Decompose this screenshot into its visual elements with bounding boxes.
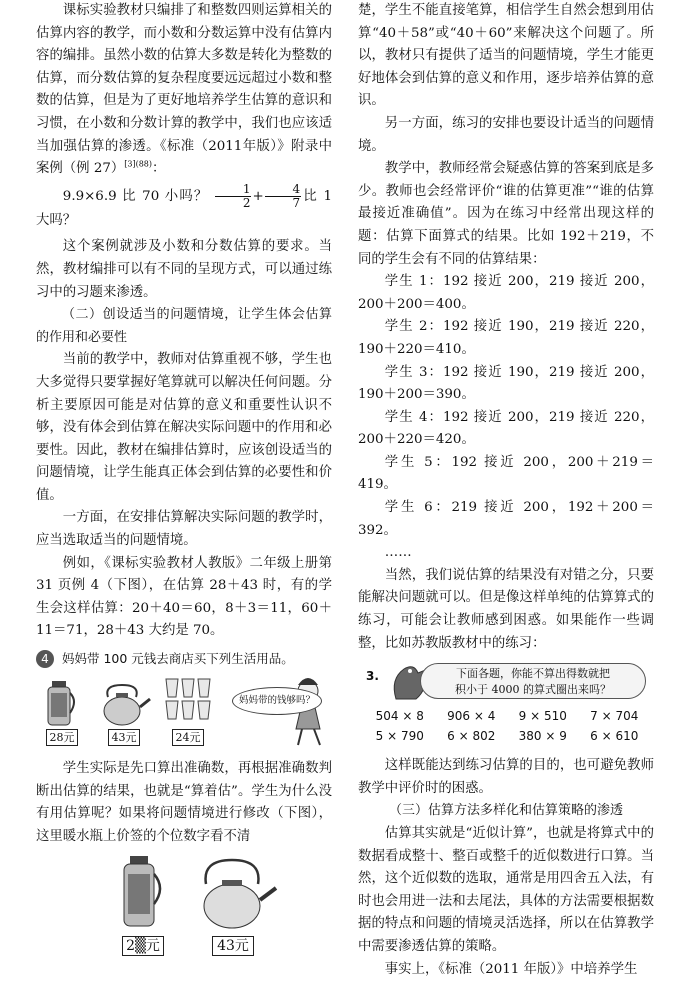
right-paragraph-1: 楚，学生不能直接笔算，相信学生自然会想到用估算“40＋58”或“40＋60”来解决这个问题了。所以，教材只有提供了适当的问题情境，学生才能更好地体会到估算的意义和作用，逐步培养估算的意识。 [358,3,654,109]
exercise-grid [364,707,650,745]
fraction-one-half: $\frac{1}{2}$ [215,183,251,210]
price-tag-kettle: 43元 [212,936,254,956]
fraction-four-sevenths: $\frac{4}{7}$ [265,183,301,210]
right-paragraph-2: 另一方面，练习的安排也要设计适当的问题情境。 [358,115,654,154]
exercise-item: 5 × 790 [375,729,424,744]
speech-bubble: 妈妈带的钱够吗？ [232,687,322,715]
section-heading-2: （二）创设适当的问题情境，让学生体会估算的作用和必要性 [36,307,332,345]
exercise-item: 6 × 610 [590,729,639,744]
left-paragraph-3: 当前的教学中，教师对估算重视不够，学生也大多觉得只要掌握好笔算就可以解决任何问题。分析主要原因可能是对估算的意义和重要性认识不够，没有体会到估算在解决实际问题中的作用和必要性。因此，教材在编排估算时，应该创设适当的问题情境，让学生能真正体会到估算的必要性和价值。 [36,352,332,503]
exercise-item: 906 × 4 [447,709,496,724]
left-paragraph-4: 一方面，在安排估算解决实际问题的教学时，应当选取适当的问题情境。 [36,510,332,549]
thermos-icon [124,856,160,926]
exercise-item: 6 × 802 [447,729,496,744]
exercise-figure [358,659,654,749]
student-2: 学生 2：192 接近 190，219 接近 220，190＋220＝410。 [358,319,654,357]
student-6: 学生 6：219 接近 200，192＋200＝392。 [358,500,654,538]
left-column [36,0,332,964]
section-heading-3: （三）估算方法多样化和估算策略的渗透 [388,803,623,819]
price-tag-thermos-blurred: 2▒元 [122,936,164,956]
exercise-item: 7 × 704 [590,709,639,724]
ellipsis: …… [384,545,412,561]
price-tag-cups: 24元 [172,729,204,746]
student-5: 学生 5：192 接近 200，200＋219＝419。 [358,454,654,493]
exercise-item: 9 × 510 [518,709,567,724]
thermos-icon [48,681,74,725]
shopping-figure [36,649,332,754]
exercise-number: 3. [366,669,379,684]
left-paragraph-2: 这个案例就涉及小数和分数估算的要求。当然，教材编排可以有不同的呈现方式，可以通过练习中的习题来渗透。 [36,239,332,300]
citation-superscript: [3](88) [124,159,153,169]
student-3: 学生 3：192 接近 190，219 接近 200，190＋200＝390。 [358,364,654,403]
example-badge: 4 [36,650,54,668]
price-tag-kettle: 43元 [108,729,140,746]
kettle-icon [104,685,150,725]
left-paragraph-5: 例如，《课标实验教材人教版》二年级上册第 31 页例 4（下图），在估算 28＋43 时，有的学生会这样估算：20＋40＝60，8＋3＝11，60＋11＝71，28＋43 大约是 70。 [36,555,332,639]
exercise-item: 380 × 9 [518,729,567,744]
student-1: 学生 1：192 接近 200，219 接近 200，200＋200＝400。 [358,274,654,312]
kettle-icon [204,860,276,928]
right-paragraph-5: 这样既能达到练习估算的目的，也可避免教师教学中评价时的困惑。 [358,758,654,796]
cups-icon [166,679,210,719]
student-4: 学生 4：192 接近 200，219 接近 220，200＋220＝420。 [358,409,654,448]
exercise-item: 504 × 8 [375,709,424,724]
right-paragraph-6: 估算其实就是“近似计算”，也就是将算式中的数据看成整十、整百或整千的近似数进行口算。当然，这个近似数的选取，通常是用四舍五入法，有时也会用进一法和去尾法，具体的方法需要根据数据的特点和问题的情境灵活选择，所以在估算教学中需要渗透估算的策略。 [358,826,654,954]
exercise-bubble: 下面各题，你能不算出得数就把 积小于 4000 的算式圈出来吗？ [420,663,646,699]
price-tag-thermos: 28元 [46,729,78,746]
right-paragraph-4: 当然，我们说估算的结果没有对错之分，只要能解决问题就可以。但是像这样单纯的估算算式的练习，可能会让教师感到困惑。如果能作一些调整，比如苏教版教材中的练习： [358,567,654,651]
left-paragraph-6: 学生实际是先口算出准确数，再根据准确数判断出估算的结果，也就是“算着估”。学生为什么没有用估算呢？如果将问题情境进行修改（下图），这里暖水瓶上价签的个位数字看不清 [36,761,332,844]
right-column [358,0,654,981]
left-paragraph-1: 课标实验教材只编排了和整数四则运算相关的估算内容的教学，而小数和分数运算中没有估算内容的编排。虽然小数的估算大多数是转化为整数的估算，而分数估算的复杂程度要远远超过小数和整数的估算，但是为了更好地培养学生估算的意识和习惯，在小数和分数计算的教学中，我们也应该适当加强估算的渗透。《标准（2011年版）》附录中案例（例 27）$^{[3](88)}$： [36,3,332,177]
right-paragraph-3: 教学中，教师经常会疑惑估算的答案到底是多少。教师也会经常评价“谁的估算更准”“谁的估算最接近准确值”。因为在练习中经常出现这样的题：估算下面算式的结果。比如 192＋219，不同的学生会有不同的估算结果： [358,161,654,267]
case-formula: 9.9×6.9 比 70 小吗？ $\frac{1}{2}$ + $\frac{4}{7}$ 比 1 大吗？ [36,181,332,228]
right-paragraph-7: 事实上，《标准（2011 年版）》中培养学生 [384,961,638,977]
figure-title: 妈妈带 100 元钱去商店买下列生活用品。 [62,651,294,667]
modified-illustration [36,854,332,964]
modified-figure [36,854,332,964]
